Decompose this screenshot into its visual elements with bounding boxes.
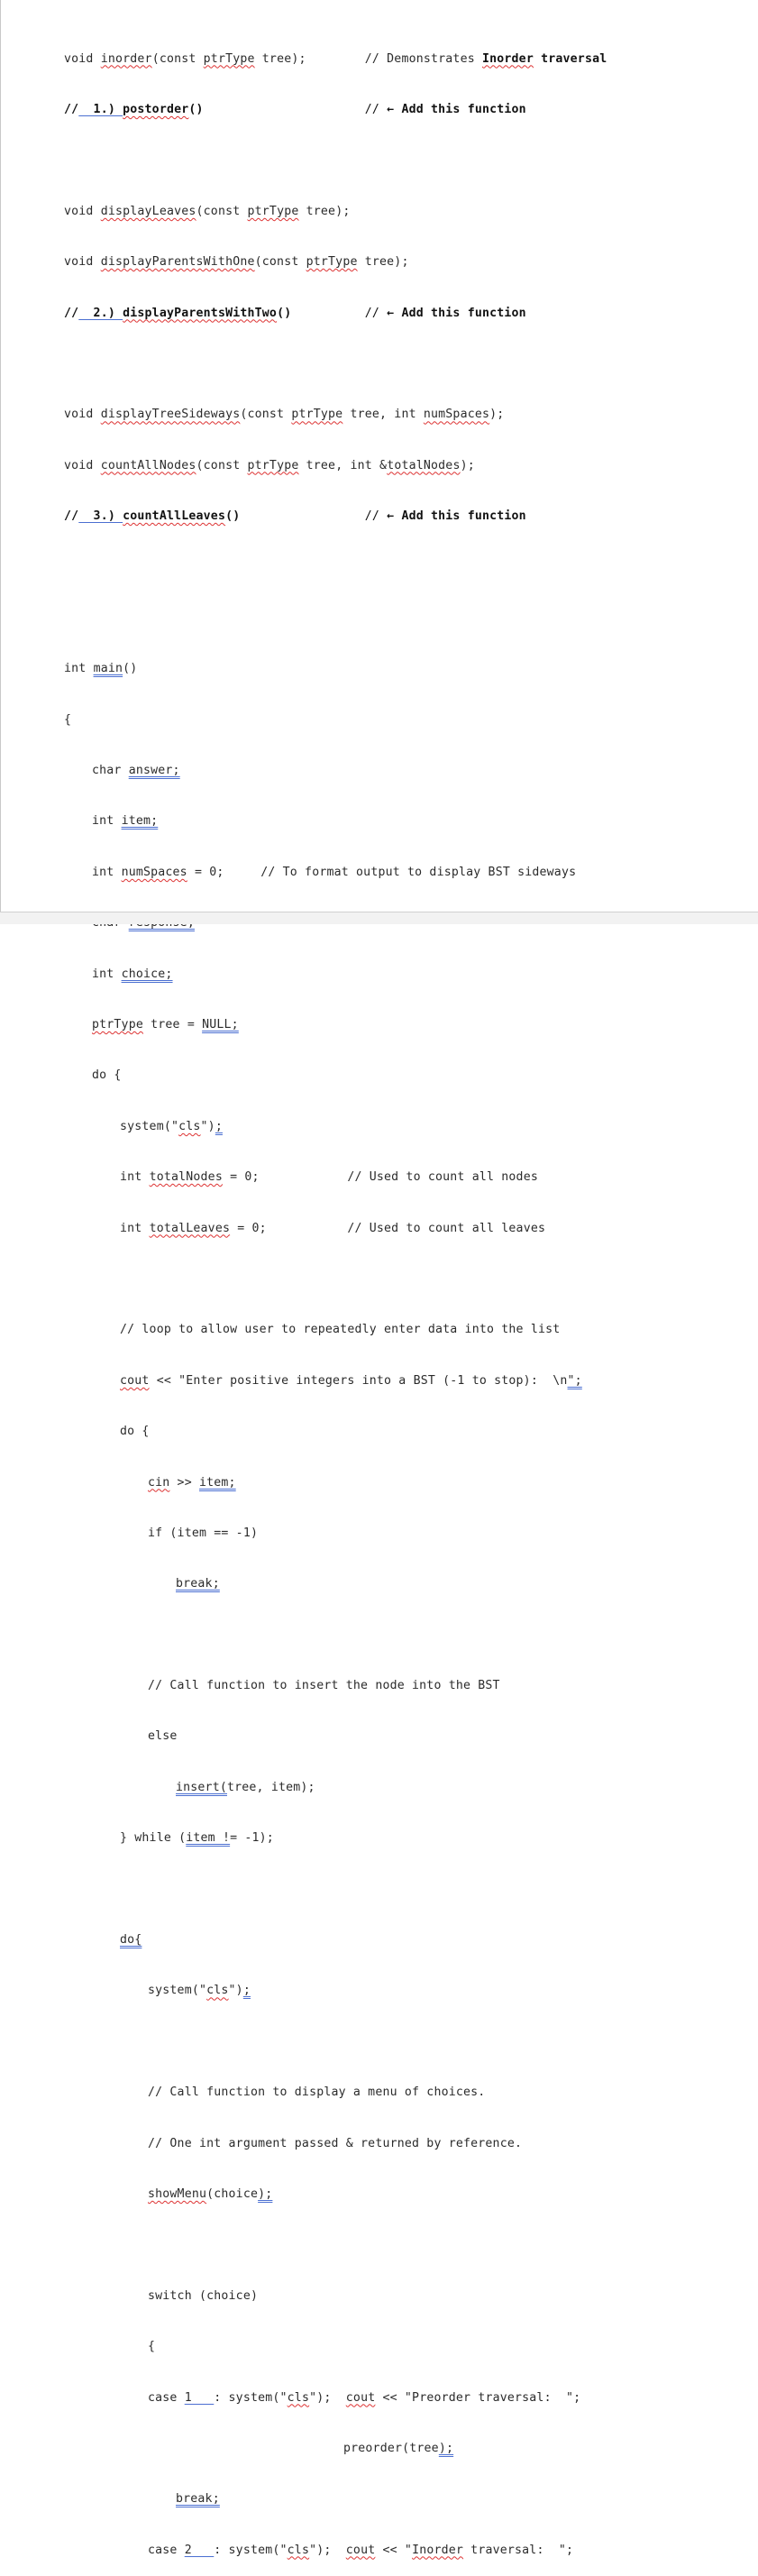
code-line: int totalNodes = 0; // Used to count all nodes	[120, 1170, 538, 1185]
code-line: do {	[120, 1425, 150, 1439]
code-line: void displayLeaves(const ptrType tree);	[64, 204, 351, 218]
code-line: {	[64, 712, 72, 727]
code-line: case 2 : system("cls"); cout << "Inorder traversal: ";	[148, 2543, 574, 2557]
code-line: if (item == -1)	[148, 1526, 259, 1540]
code-line: cout << "Enter positive integers into a BST (-1 to stop): \n";	[120, 1373, 582, 1388]
code-line: showMenu(choice);	[148, 2187, 273, 2201]
code-line: // 2.) displayParentsWithTwo() // ← Add this function	[64, 306, 526, 320]
code-line: ptrType tree = NULL;	[92, 1018, 239, 1032]
code-line: int totalLeaves = 0; // Used to count all leaves	[120, 1221, 546, 1235]
code-line: void countAllNodes(const ptrType tree, int &totalNodes);	[64, 458, 475, 472]
code-line: do {	[92, 1068, 122, 1083]
code-line-blank	[64, 356, 607, 373]
code-line-blank	[64, 610, 607, 628]
code-line: // loop to allow user to repeatedly enter data into the list	[120, 1323, 561, 1337]
code-line: do{	[120, 1933, 142, 1948]
page-edge	[0, 0, 1, 923]
code-line: insert(tree, item);	[176, 1780, 315, 1794]
code-line: break;	[176, 2492, 220, 2507]
code-line: // One int argument passed & returned by reference.	[148, 2136, 523, 2150]
code-line: void displayTreeSideways(const ptrType tree, int numSpaces);	[64, 408, 505, 422]
code-line: break;	[176, 1577, 220, 1591]
code-line: // Call function to display a menu of choices.	[148, 2086, 486, 2100]
code-line: // 1.) postorder() // ← Add this function	[64, 102, 526, 116]
code-line: // 3.) countAllLeaves() // ← Add this function	[64, 509, 526, 524]
code-line-blank	[64, 1627, 607, 1645]
page-bottom-edge	[0, 912, 758, 924]
code-line: void displayParentsWithOne(const ptrType tree);	[64, 255, 409, 270]
code-line: } while (item != -1);	[120, 1831, 274, 1846]
code-line: int item;	[92, 814, 159, 829]
code-line: case 1 : system("cls"); cout << "Preorder traversal: ";	[148, 2390, 581, 2405]
code-line: int main()	[64, 662, 138, 676]
code-line-blank	[64, 560, 607, 577]
code-line: else	[148, 1729, 178, 1744]
code-line: char answer;	[92, 764, 180, 778]
code-line-blank	[64, 2237, 607, 2254]
code-line: {	[148, 2340, 156, 2354]
code-line: int choice;	[92, 967, 173, 981]
code-document	[64, 17, 607, 2576]
code-line: preorder(tree);	[343, 2441, 454, 2455]
code-line: switch (choice)	[148, 2288, 259, 2303]
code-line: system("cls");	[148, 1984, 251, 1998]
code-line: int numSpaces = 0; // To format output to display BST sideways	[92, 865, 577, 879]
code-line: system("cls");	[120, 1119, 223, 1133]
code-line-blank	[64, 2034, 607, 2051]
code-line-blank	[64, 1882, 607, 1899]
code-line-blank	[64, 152, 607, 170]
code-line-blank	[64, 1271, 607, 1288]
code-line: // Call function to insert the node into the BST	[148, 1679, 500, 1693]
code-line: cin >> item;	[148, 1475, 236, 1490]
code-line: void inorder(const ptrType tree); // Demonstrates Inorder traversal	[64, 51, 607, 66]
